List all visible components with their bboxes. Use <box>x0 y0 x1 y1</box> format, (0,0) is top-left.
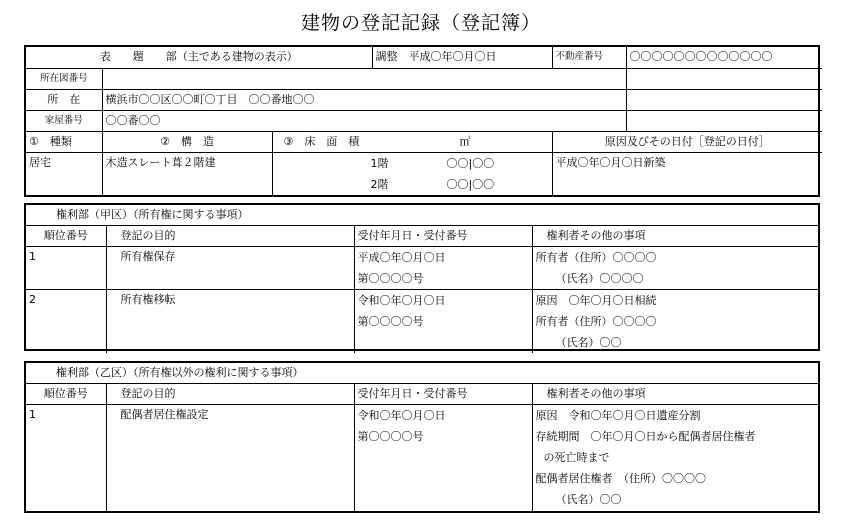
otsu-row1-rank: 1 <box>26 405 106 511</box>
kou-h-holder: 権利者その他の事項 <box>532 226 818 247</box>
col-kozo-header: ② 構 造 <box>102 131 272 152</box>
shozai-extra <box>626 89 822 110</box>
shurui-value: 居宅 <box>26 152 102 195</box>
shozai-value: 横浜市〇〇区〇〇町〇丁目 〇〇番地〇〇 <box>102 89 626 110</box>
kou-row1-date: 平成〇年〇月〇日 第〇〇〇〇号 <box>354 247 532 290</box>
fudosan-label: 不動産番号 <box>552 47 626 68</box>
floor1-row: 1階 〇〇|〇〇 <box>370 156 495 170</box>
otsu-row1-holder: 原因 令和〇年〇月〇日遺産分割 存続期間 〇年〇月〇日から配偶者居住権者 の死亡時まで 配偶者居住権者 （住所）〇〇〇〇 （氏名）〇〇 <box>532 405 818 511</box>
kou-header: 権利部（甲区）（所有権に関する事項） <box>26 205 818 226</box>
otsu-table <box>26 363 818 511</box>
kozo-value: 木造スレート葺２階建 <box>102 152 272 195</box>
shozai-label: 所 在 <box>26 89 102 110</box>
kou-row2-date: 令和〇年〇月〇日 第〇〇〇〇号 <box>354 290 532 354</box>
col-cause-header: 原因及びその日付［登記の日付］ <box>552 131 822 152</box>
kou-row2-purpose: 所有権移転 <box>106 290 354 354</box>
fudosan-value: 〇〇〇〇〇〇〇〇〇〇〇〇〇 <box>626 47 822 68</box>
otsu-h-purpose: 登記の目的 <box>106 384 354 405</box>
kou-row2-rank: 2 <box>26 290 106 354</box>
kou-h-rank: 順位番号 <box>26 226 106 247</box>
kou-row1-holder: 所有者（住所）〇〇〇〇 （氏名）〇〇〇〇 <box>532 247 818 290</box>
yuka-values <box>272 152 552 195</box>
otsu-row1-purpose: 配偶者居住権設定 <box>106 405 354 511</box>
kaoku-label: 家屋番号 <box>26 110 102 131</box>
square-meter-unit: ㎡ <box>459 134 471 148</box>
otsu-header: 権利部（乙区）（所有権以外の権利に関する事項） <box>26 363 818 384</box>
cause-value: 平成〇年〇月〇日新築 <box>552 152 822 195</box>
kou-row2-holder: 原因 〇年〇月〇日相続 所有者（住所）〇〇〇〇 （氏名）〇〇 <box>532 290 818 354</box>
kaoku-extra <box>626 110 822 131</box>
shozaizu-label: 所在図番号 <box>26 68 102 89</box>
col-yuka-header: ③ 床 面 積 ㎡ <box>272 131 552 152</box>
otsu-row1-date: 令和〇年〇月〇日 第〇〇〇〇号 <box>354 405 532 511</box>
kou-table <box>26 205 818 353</box>
shozaizu-extra <box>626 68 822 89</box>
col-shurui-header: ① 種類 <box>26 131 102 152</box>
kaoku-value: 〇〇番〇〇 <box>102 110 626 131</box>
kou-h-purpose: 登記の目的 <box>106 226 354 247</box>
otsu-h-holder: 権利者その他の事項 <box>532 384 818 405</box>
otsu-h-date: 受付年月日・受付番号 <box>354 384 532 405</box>
floor2-row: 2階 〇〇|〇〇 <box>370 177 495 191</box>
kou-row1-rank: 1 <box>26 247 106 290</box>
hyodai-table <box>26 47 822 195</box>
otsu-section <box>24 361 820 513</box>
shozaizu-value <box>102 68 626 89</box>
document-title: 建物の登記記録（登記簿） <box>300 12 541 34</box>
kou-section <box>24 203 820 351</box>
otsu-h-rank: 順位番号 <box>26 384 106 405</box>
hyodai-header: 表 題 部（主である建物の表示） <box>26 47 372 68</box>
kou-h-date: 受付年月日・受付番号 <box>354 226 532 247</box>
kou-row1-purpose: 所有権保存 <box>106 247 354 290</box>
adjust-date: 調整 平成〇年〇月〇日 <box>372 47 552 68</box>
hyodai-section <box>24 45 820 197</box>
